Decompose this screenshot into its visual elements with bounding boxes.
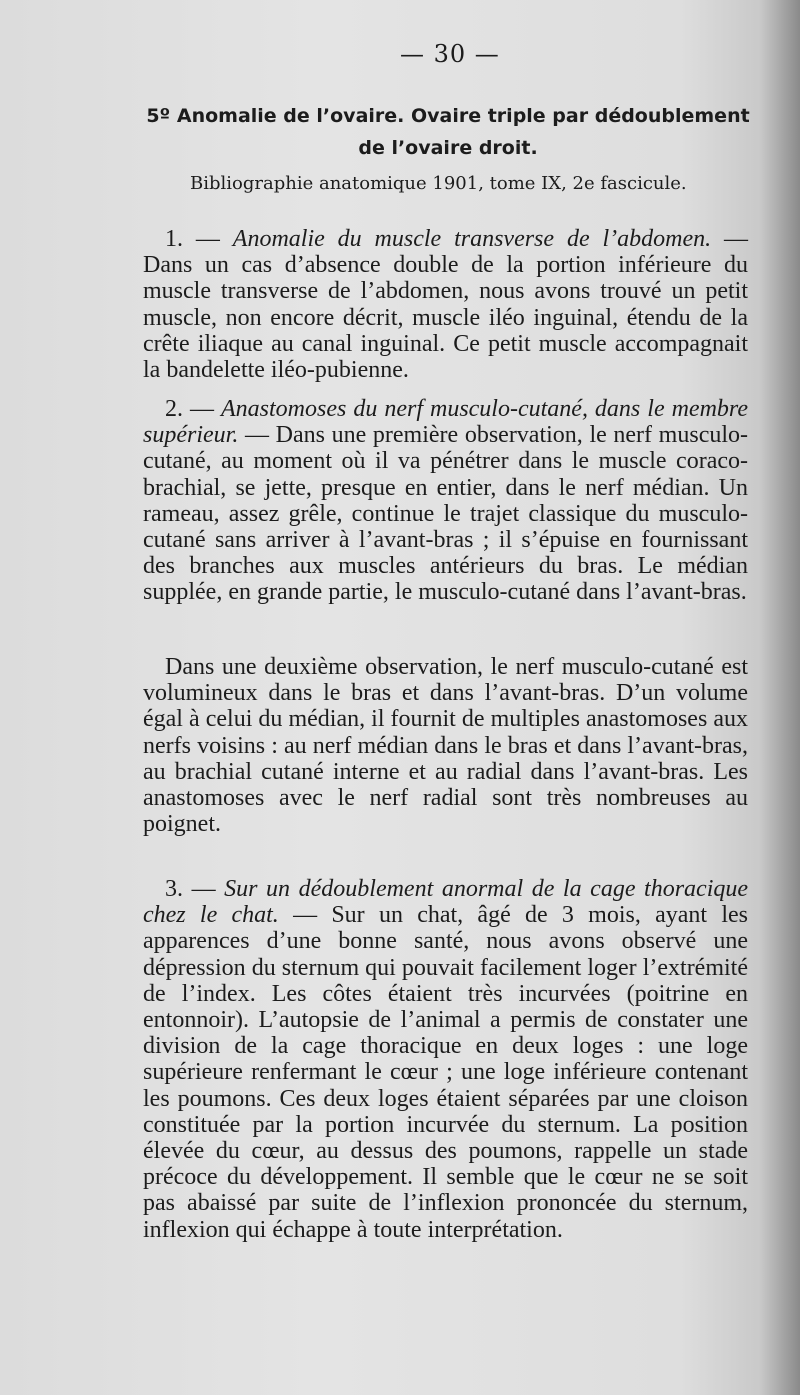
paragraph-heading: Anomalie du muscle transverse de l’abdomen. — [232, 226, 712, 252]
paragraph-deuxieme-observation — [143, 654, 748, 837]
paragraph-cage-thoracique — [143, 876, 748, 1243]
paragraph-heading: Anastomoses du nerf musculo-cutané, dans le membre supérieur. — [143, 396, 749, 449]
paragraph-number: 3. — [165, 876, 183, 902]
paragraph-body: — Sur un chat, âgé de 3 mois, ayant les apparences d’une bonne santé, nous avons observé une dépression du sternum qui pouvait facilement loger l’extrémité de l’index. Les côtes étaient très incurvées (poitrine en entonnoir). L’autopsie de l’animal a permis de constater une division de la cage thoracique en deux loges : une loge supérieure renfermant le cœur ; une loge inférieure contenant les poumons. Ces deux loges étaient séparées par une cloison constituée par la portion incurvée du sternum. La position élevée du cœur, au dessus des poumons, rappelle un stade précoce du développement. Il semble que le cœur ne se soit pas abaissé par suite de l’inflexion prononcée du sternum, inflexion qui échappe à toute interprétation. — [143, 902, 749, 1243]
section-title: 5º Anomalie de l’ovaire. Ovaire triple par dédoublement de l’ovaire droit. — [146, 105, 750, 159]
paragraph-number: 1. — [165, 226, 183, 252]
paragraph-dash: — — [191, 876, 216, 902]
paragraph-body: — Dans un cas d’absence double de la portion inférieure du muscle transverse de l’abdomen, nous avons trouvé un petit muscle, non encore décrit, muscle iléo inguinal, étendu de la crête iliaque au canal inguinal. Ce petit muscle accompagnait la bandelette iléo-pubienne. — [143, 226, 749, 384]
paragraph-anomalie-muscle — [143, 226, 748, 383]
bibliography-reference: Bibliographie anatomique 1901, tome IX, 2e fascicule. — [190, 173, 687, 194]
paragraph-anastomoses-nerf — [143, 396, 748, 606]
paragraph-body: — Dans une première observation, le nerf musculo-cutané, au moment où il va pénétrer dans le muscle coraco-brachial, se jette, presque en entier, dans le nerf médian. Un rameau, assez grêle, continue le trajet classique du musculo-cutané sans arriver à l’avant-bras ; il s’épuise en fournissant des branches aux muscles antérieurs du bras. Le médian supplée, en grande partie, le musculo-cutané dans l’avant-bras. — [143, 422, 749, 606]
paragraph-dash: — — [195, 226, 220, 252]
paragraph-body: Dans une deuxième observation, le nerf musculo-cutané est volumineux dans le bras et dans l’avant-bras. D’un volume égal à celui du médian, il fournit de multiples anastomoses aux nerfs voisins : au nerf médian dans le bras et dans l’avant-bras, au brachial cutané interne et au radial dans l’avant-bras. Les anastomoses avec le nerf radial sont très nombreuses au poignet. — [143, 654, 748, 838]
page-number: — 30 — — [400, 40, 500, 68]
paragraph-number: 2. — [165, 396, 183, 422]
paragraph-heading: Sur un dédoublement anormal de la cage thoracique chez le chat. — [143, 876, 749, 929]
paragraph-dash: — — [190, 396, 214, 422]
